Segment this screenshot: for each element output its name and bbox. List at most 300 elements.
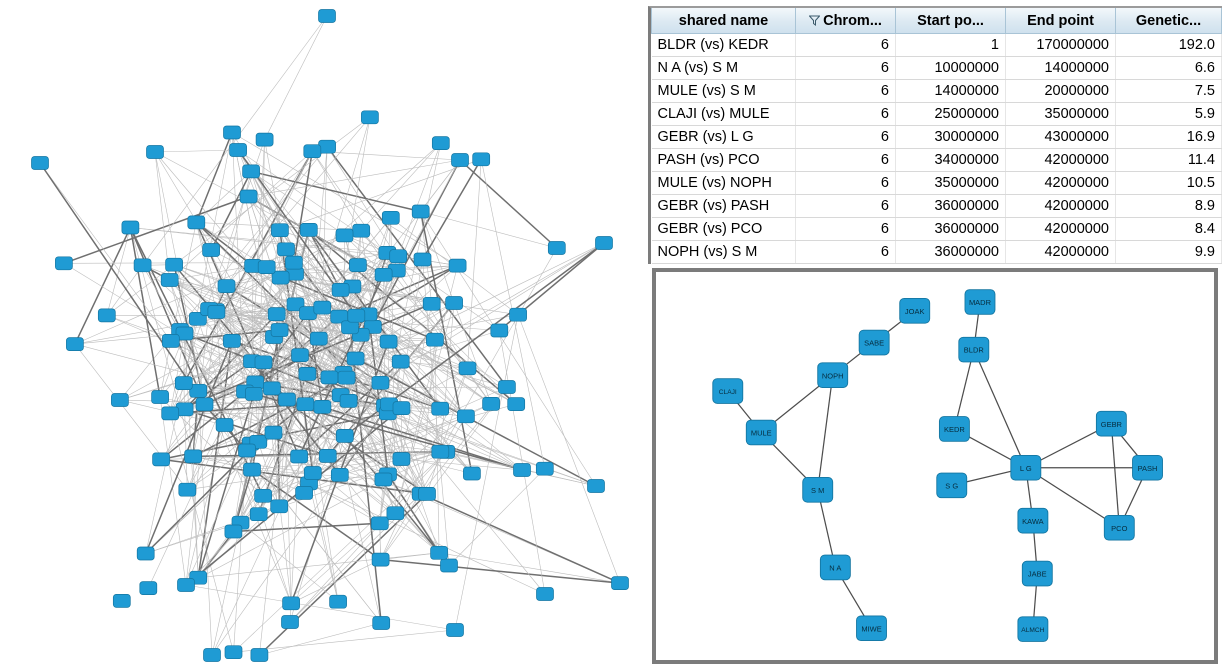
main-network-node[interactable] bbox=[349, 259, 366, 272]
sub-network-node[interactable] bbox=[820, 555, 850, 580]
table-cell[interactable]: 42000000 bbox=[1006, 172, 1116, 195]
main-network-node[interactable] bbox=[419, 487, 436, 500]
sub-network-node[interactable] bbox=[1133, 455, 1163, 480]
sub-network-node[interactable] bbox=[857, 616, 887, 641]
node-shape[interactable] bbox=[393, 453, 410, 466]
main-network-node[interactable] bbox=[166, 258, 183, 271]
main-network-node[interactable] bbox=[548, 242, 565, 255]
main-network-node[interactable] bbox=[113, 594, 130, 607]
table-cell[interactable]: 42000000 bbox=[1006, 241, 1116, 264]
table-cell[interactable]: 36000000 bbox=[896, 195, 1006, 218]
main-network-node[interactable] bbox=[412, 205, 429, 218]
main-network-node[interactable] bbox=[330, 595, 347, 608]
main-network-edge[interactable] bbox=[75, 228, 130, 345]
node-shape[interactable] bbox=[596, 237, 613, 250]
node-shape[interactable] bbox=[147, 146, 164, 159]
table-cell[interactable]: 34000000 bbox=[896, 149, 1006, 172]
main-network-node[interactable] bbox=[537, 588, 554, 601]
node-shape[interactable] bbox=[188, 216, 205, 229]
table-cell[interactable]: 8.9 bbox=[1116, 195, 1222, 218]
main-network-node[interactable] bbox=[331, 468, 348, 481]
node-shape[interactable] bbox=[244, 463, 261, 476]
main-network-node[interactable] bbox=[179, 483, 196, 496]
node-shape[interactable] bbox=[250, 508, 267, 521]
main-network-edge[interactable] bbox=[186, 425, 225, 585]
sub-network-node[interactable] bbox=[1018, 617, 1048, 642]
node-shape[interactable] bbox=[111, 394, 128, 407]
node-shape[interactable] bbox=[432, 137, 449, 150]
main-network-node[interactable] bbox=[196, 398, 213, 411]
main-network-node[interactable] bbox=[134, 259, 151, 272]
node-shape[interactable] bbox=[310, 332, 327, 345]
main-network-node[interactable] bbox=[449, 259, 466, 272]
node-shape[interactable] bbox=[536, 462, 553, 475]
main-network-node[interactable] bbox=[508, 398, 525, 411]
node-shape[interactable] bbox=[225, 646, 242, 659]
main-network-node[interactable] bbox=[304, 467, 321, 480]
main-network-edge[interactable] bbox=[265, 16, 327, 140]
node-shape[interactable] bbox=[245, 387, 262, 400]
node-shape[interactable] bbox=[271, 500, 288, 513]
sub-network-node[interactable] bbox=[1096, 411, 1126, 436]
node-shape[interactable] bbox=[390, 250, 407, 263]
main-network-node[interactable] bbox=[314, 400, 331, 413]
main-network-node[interactable] bbox=[300, 223, 317, 236]
main-network-node[interactable] bbox=[347, 352, 364, 365]
table-cell[interactable]: MULE (vs) NOPH bbox=[652, 172, 796, 195]
table-cell[interactable]: GEBR (vs) L G bbox=[652, 126, 796, 149]
table-cell[interactable]: 14000000 bbox=[896, 80, 1006, 103]
main-network-node[interactable] bbox=[612, 577, 629, 590]
main-network-node[interactable] bbox=[245, 387, 262, 400]
main-network-node[interactable] bbox=[348, 309, 365, 322]
main-network-node[interactable] bbox=[371, 517, 388, 530]
main-network-node[interactable] bbox=[122, 221, 139, 234]
table-row[interactable] bbox=[652, 80, 1222, 103]
node-shape[interactable] bbox=[304, 467, 321, 480]
main-network-node[interactable] bbox=[463, 467, 480, 480]
main-network-node[interactable] bbox=[432, 137, 449, 150]
main-network-node[interactable] bbox=[291, 450, 308, 463]
node-shape[interactable] bbox=[225, 525, 242, 538]
node-shape[interactable] bbox=[255, 356, 272, 369]
column-header-chromosome[interactable] bbox=[796, 8, 896, 34]
table-row[interactable] bbox=[652, 195, 1222, 218]
table-cell[interactable]: PASH (vs) PCO bbox=[652, 149, 796, 172]
main-network-node[interactable] bbox=[250, 508, 267, 521]
node-shape[interactable] bbox=[292, 349, 309, 362]
main-network-node[interactable] bbox=[483, 397, 500, 410]
main-network-node[interactable] bbox=[431, 546, 448, 559]
node-shape[interactable] bbox=[279, 393, 296, 406]
node-shape[interactable] bbox=[446, 297, 463, 310]
table-cell[interactable]: 192.0 bbox=[1116, 34, 1222, 57]
main-network-node[interactable] bbox=[426, 333, 443, 346]
node-shape[interactable] bbox=[431, 546, 448, 559]
table-cell[interactable]: 6 bbox=[796, 149, 896, 172]
table-cell[interactable]: 42000000 bbox=[1006, 149, 1116, 172]
main-network-node[interactable] bbox=[140, 582, 157, 595]
table-cell[interactable]: 170000000 bbox=[1006, 34, 1116, 57]
main-network-node[interactable] bbox=[321, 371, 338, 384]
main-network-node[interactable] bbox=[432, 445, 449, 458]
sub-network-edge[interactable] bbox=[974, 350, 1026, 468]
main-network-node[interactable] bbox=[251, 649, 268, 662]
table-row[interactable] bbox=[652, 149, 1222, 172]
main-network-node[interactable] bbox=[447, 624, 464, 637]
table-cell[interactable]: 6 bbox=[796, 241, 896, 264]
edge-table[interactable] bbox=[651, 8, 1222, 264]
node-shape[interactable] bbox=[319, 10, 336, 23]
node-shape[interactable] bbox=[414, 253, 431, 266]
node-shape[interactable] bbox=[203, 244, 220, 257]
table-cell[interactable]: BLDR (vs) KEDR bbox=[652, 34, 796, 57]
main-network-node[interactable] bbox=[390, 250, 407, 263]
table-body[interactable] bbox=[652, 34, 1222, 264]
main-network-edge[interactable] bbox=[421, 160, 460, 212]
sub-network-node[interactable] bbox=[1011, 455, 1041, 480]
node-shape[interactable] bbox=[393, 402, 410, 415]
main-network-node[interactable] bbox=[161, 274, 178, 287]
main-network-node[interactable] bbox=[446, 297, 463, 310]
node-shape[interactable] bbox=[342, 321, 359, 334]
node-shape[interactable] bbox=[392, 355, 409, 368]
main-network-node[interactable] bbox=[491, 324, 508, 337]
main-network-node[interactable] bbox=[185, 450, 202, 463]
node-shape[interactable] bbox=[426, 333, 443, 346]
main-network-node[interactable] bbox=[188, 216, 205, 229]
table-cell[interactable]: 25000000 bbox=[896, 103, 1006, 126]
main-network-edge[interactable] bbox=[155, 150, 238, 152]
column-header-end-point[interactable] bbox=[1006, 8, 1116, 34]
sub-network-node[interactable] bbox=[965, 290, 995, 315]
sub-network-canvas[interactable] bbox=[656, 272, 1214, 660]
table-cell[interactable]: 10000000 bbox=[896, 57, 1006, 80]
main-network-node[interactable] bbox=[255, 489, 272, 502]
node-shape[interactable] bbox=[223, 334, 240, 347]
table-cell[interactable]: 6 bbox=[796, 103, 896, 126]
node-shape[interactable] bbox=[256, 133, 273, 146]
node-shape[interactable] bbox=[548, 242, 565, 255]
node-shape[interactable] bbox=[432, 445, 449, 458]
node-shape[interactable] bbox=[300, 223, 317, 236]
node-shape[interactable] bbox=[122, 221, 139, 234]
node-shape[interactable] bbox=[387, 507, 404, 520]
node-shape[interactable] bbox=[612, 577, 629, 590]
table-cell[interactable]: GEBR (vs) PASH bbox=[652, 195, 796, 218]
node-shape[interactable] bbox=[373, 617, 390, 630]
edge-attribute-table-panel[interactable] bbox=[648, 6, 1222, 264]
main-network-node[interactable] bbox=[380, 335, 397, 348]
table-cell[interactable]: 6.6 bbox=[1116, 57, 1222, 80]
main-network-node[interactable] bbox=[340, 394, 357, 407]
table-cell[interactable]: 11.4 bbox=[1116, 149, 1222, 172]
main-network-node[interactable] bbox=[423, 297, 440, 310]
main-network-node[interactable] bbox=[255, 356, 272, 369]
node-shape[interactable] bbox=[372, 553, 389, 566]
main-network-node[interactable] bbox=[342, 321, 359, 334]
node-shape[interactable] bbox=[491, 324, 508, 337]
node-shape[interactable] bbox=[514, 464, 531, 477]
main-network-node[interactable] bbox=[224, 126, 241, 139]
table-cell[interactable]: 6 bbox=[796, 172, 896, 195]
sub-network-node[interactable] bbox=[1022, 561, 1052, 586]
table-cell[interactable]: 36000000 bbox=[896, 218, 1006, 241]
main-network-node[interactable] bbox=[296, 486, 313, 499]
main-network-node[interactable] bbox=[338, 371, 355, 384]
main-network-edge[interactable] bbox=[185, 409, 188, 489]
node-shape[interactable] bbox=[218, 280, 235, 293]
main-network-node[interactable] bbox=[387, 507, 404, 520]
node-shape[interactable] bbox=[240, 190, 257, 203]
main-network-node[interactable] bbox=[372, 376, 389, 389]
node-shape[interactable] bbox=[449, 259, 466, 272]
node-shape[interactable] bbox=[216, 419, 233, 432]
node-shape[interactable] bbox=[263, 382, 280, 395]
node-shape[interactable] bbox=[224, 126, 241, 139]
main-network-node[interactable] bbox=[282, 616, 299, 629]
main-network-node[interactable] bbox=[98, 309, 115, 322]
node-shape[interactable] bbox=[140, 582, 157, 595]
sub-network-node[interactable] bbox=[746, 420, 776, 445]
table-cell[interactable]: MULE (vs) S M bbox=[652, 80, 796, 103]
node-shape[interactable] bbox=[348, 309, 365, 322]
node-shape[interactable] bbox=[251, 649, 268, 662]
table-row[interactable] bbox=[652, 172, 1222, 195]
node-shape[interactable] bbox=[299, 367, 316, 380]
table-cell[interactable]: 43000000 bbox=[1006, 126, 1116, 149]
main-network-node[interactable] bbox=[393, 402, 410, 415]
node-shape[interactable] bbox=[457, 410, 474, 423]
node-shape[interactable] bbox=[283, 597, 300, 610]
sub-network-edge[interactable] bbox=[818, 375, 833, 490]
filter-icon[interactable] bbox=[809, 14, 820, 25]
main-network-node[interactable] bbox=[271, 224, 288, 237]
node-shape[interactable] bbox=[314, 301, 331, 314]
table-row[interactable] bbox=[652, 241, 1222, 264]
main-network-node[interactable] bbox=[218, 280, 235, 293]
main-network-node[interactable] bbox=[244, 463, 261, 476]
node-shape[interactable] bbox=[185, 450, 202, 463]
node-shape[interactable] bbox=[459, 362, 476, 375]
node-shape[interactable] bbox=[330, 595, 347, 608]
sub-network-node[interactable] bbox=[1018, 508, 1048, 533]
main-network-node[interactable] bbox=[310, 332, 327, 345]
node-shape[interactable] bbox=[340, 394, 357, 407]
node-shape[interactable] bbox=[134, 259, 151, 272]
node-shape[interactable] bbox=[196, 398, 213, 411]
node-shape[interactable] bbox=[178, 579, 195, 592]
node-shape[interactable] bbox=[347, 352, 364, 365]
column-header-genetic[interactable] bbox=[1116, 8, 1222, 34]
column-header-shared-name[interactable] bbox=[652, 8, 796, 34]
node-shape[interactable] bbox=[319, 449, 336, 462]
sub-network-node[interactable] bbox=[803, 477, 833, 502]
table-cell[interactable]: 9.9 bbox=[1116, 241, 1222, 264]
node-shape[interactable] bbox=[380, 335, 397, 348]
main-network-node[interactable] bbox=[204, 649, 221, 662]
main-network-node[interactable] bbox=[223, 334, 240, 347]
node-shape[interactable] bbox=[268, 308, 285, 321]
node-shape[interactable] bbox=[208, 306, 225, 319]
node-shape[interactable] bbox=[419, 487, 436, 500]
table-row[interactable] bbox=[652, 103, 1222, 126]
main-network-edge[interactable] bbox=[449, 469, 545, 566]
table-cell[interactable]: 42000000 bbox=[1006, 218, 1116, 241]
main-network-node[interactable] bbox=[240, 190, 257, 203]
main-network-node[interactable] bbox=[230, 144, 247, 157]
main-network-node[interactable] bbox=[175, 377, 192, 390]
node-shape[interactable] bbox=[291, 450, 308, 463]
main-network-node[interactable] bbox=[203, 244, 220, 257]
sub-network-node[interactable] bbox=[818, 363, 848, 388]
table-cell[interactable]: 6 bbox=[796, 57, 896, 80]
table-cell[interactable]: 6 bbox=[796, 34, 896, 57]
table-cell[interactable]: 35000000 bbox=[896, 172, 1006, 195]
node-shape[interactable] bbox=[432, 402, 449, 415]
node-shape[interactable] bbox=[371, 517, 388, 530]
main-network-node[interactable] bbox=[256, 133, 273, 146]
node-shape[interactable] bbox=[239, 444, 256, 457]
table-cell[interactable]: 10.5 bbox=[1116, 172, 1222, 195]
node-shape[interactable] bbox=[498, 381, 515, 394]
node-shape[interactable] bbox=[375, 473, 392, 486]
node-shape[interactable] bbox=[382, 211, 399, 224]
main-network-node[interactable] bbox=[278, 243, 295, 256]
node-shape[interactable] bbox=[166, 258, 183, 271]
main-network-node[interactable] bbox=[208, 306, 225, 319]
main-network-node[interactable] bbox=[55, 257, 72, 270]
main-network-node[interactable] bbox=[314, 301, 331, 314]
node-shape[interactable] bbox=[463, 467, 480, 480]
main-network-node[interactable] bbox=[225, 646, 242, 659]
node-shape[interactable] bbox=[304, 145, 321, 158]
node-shape[interactable] bbox=[230, 144, 247, 157]
main-network-node[interactable] bbox=[243, 165, 260, 178]
node-shape[interactable] bbox=[179, 483, 196, 496]
main-network-node[interactable] bbox=[372, 553, 389, 566]
node-shape[interactable] bbox=[204, 649, 221, 662]
main-network-node[interactable] bbox=[258, 261, 275, 274]
main-network-node[interactable] bbox=[32, 157, 49, 170]
table-cell[interactable]: 14000000 bbox=[1006, 57, 1116, 80]
sub-network-node[interactable] bbox=[900, 298, 930, 323]
main-network-node[interactable] bbox=[153, 453, 170, 466]
node-shape[interactable] bbox=[332, 283, 349, 296]
node-shape[interactable] bbox=[353, 224, 370, 237]
main-network-node[interactable] bbox=[279, 393, 296, 406]
main-network-node[interactable] bbox=[162, 407, 179, 420]
node-shape[interactable] bbox=[314, 400, 331, 413]
main-network-node[interactable] bbox=[319, 449, 336, 462]
main-network-node[interactable] bbox=[393, 453, 410, 466]
node-shape[interactable] bbox=[483, 397, 500, 410]
main-network-node[interactable] bbox=[271, 500, 288, 513]
table-cell[interactable]: 7.5 bbox=[1116, 80, 1222, 103]
main-network-node[interactable] bbox=[452, 154, 469, 167]
table-cell[interactable]: 5.9 bbox=[1116, 103, 1222, 126]
node-shape[interactable] bbox=[336, 229, 353, 242]
main-network-edge[interactable] bbox=[170, 413, 233, 652]
node-shape[interactable] bbox=[349, 259, 366, 272]
main-network-node[interactable] bbox=[441, 559, 458, 572]
main-network-edge[interactable] bbox=[518, 315, 620, 583]
table-cell[interactable]: 6 bbox=[796, 126, 896, 149]
main-network-node[interactable] bbox=[536, 462, 553, 475]
node-shape[interactable] bbox=[321, 371, 338, 384]
table-cell[interactable]: 30000000 bbox=[896, 126, 1006, 149]
main-network-edge[interactable] bbox=[130, 228, 160, 398]
table-cell[interactable]: 6 bbox=[796, 80, 896, 103]
node-shape[interactable] bbox=[265, 426, 282, 439]
node-shape[interactable] bbox=[423, 297, 440, 310]
main-network-node[interactable] bbox=[292, 349, 309, 362]
main-network-node[interactable] bbox=[162, 334, 179, 347]
main-network-node[interactable] bbox=[373, 617, 390, 630]
table-cell[interactable]: 6 bbox=[796, 218, 896, 241]
main-network-node[interactable] bbox=[498, 381, 515, 394]
table-cell[interactable]: N A (vs) S M bbox=[652, 57, 796, 80]
main-network-node[interactable] bbox=[588, 480, 605, 493]
table-cell[interactable]: 16.9 bbox=[1116, 126, 1222, 149]
main-network-node[interactable] bbox=[137, 547, 154, 560]
main-network-node[interactable] bbox=[239, 444, 256, 457]
sub-network-node[interactable] bbox=[939, 417, 969, 442]
table-row[interactable] bbox=[652, 126, 1222, 149]
main-network-node[interactable] bbox=[263, 382, 280, 395]
table-cell[interactable]: 6 bbox=[796, 195, 896, 218]
table-cell[interactable]: 35000000 bbox=[1006, 103, 1116, 126]
node-shape[interactable] bbox=[32, 157, 49, 170]
main-network-node[interactable] bbox=[283, 597, 300, 610]
node-shape[interactable] bbox=[271, 324, 288, 337]
sub-network-node[interactable] bbox=[937, 473, 967, 498]
main-network-node[interactable] bbox=[178, 579, 195, 592]
node-shape[interactable] bbox=[137, 547, 154, 560]
table-row[interactable] bbox=[652, 218, 1222, 241]
table-cell[interactable]: 36000000 bbox=[896, 241, 1006, 264]
node-shape[interactable] bbox=[255, 489, 272, 502]
main-network-node[interactable] bbox=[510, 308, 527, 321]
main-network-node[interactable] bbox=[216, 419, 233, 432]
node-shape[interactable] bbox=[375, 268, 392, 281]
node-shape[interactable] bbox=[66, 338, 83, 351]
node-shape[interactable] bbox=[412, 205, 429, 218]
table-cell[interactable]: NOPH (vs) S M bbox=[652, 241, 796, 264]
main-network-node[interactable] bbox=[392, 355, 409, 368]
node-shape[interactable] bbox=[162, 407, 179, 420]
node-shape[interactable] bbox=[161, 274, 178, 287]
sub-network-node[interactable] bbox=[959, 337, 989, 362]
table-row[interactable] bbox=[652, 34, 1222, 57]
node-shape[interactable] bbox=[338, 371, 355, 384]
main-network-edge[interactable] bbox=[198, 553, 439, 578]
sub-network-node[interactable] bbox=[859, 330, 889, 355]
node-shape[interactable] bbox=[452, 154, 469, 167]
main-network-edge[interactable] bbox=[198, 391, 212, 655]
node-shape[interactable] bbox=[285, 256, 302, 269]
node-shape[interactable] bbox=[588, 480, 605, 493]
main-network-node[interactable] bbox=[332, 283, 349, 296]
node-shape[interactable] bbox=[152, 391, 169, 404]
main-network-node[interactable] bbox=[147, 146, 164, 159]
node-shape[interactable] bbox=[243, 165, 260, 178]
node-shape[interactable] bbox=[258, 261, 275, 274]
main-network-node[interactable] bbox=[297, 398, 314, 411]
node-shape[interactable] bbox=[153, 453, 170, 466]
main-network-node[interactable] bbox=[353, 224, 370, 237]
main-network-node[interactable] bbox=[304, 145, 321, 158]
